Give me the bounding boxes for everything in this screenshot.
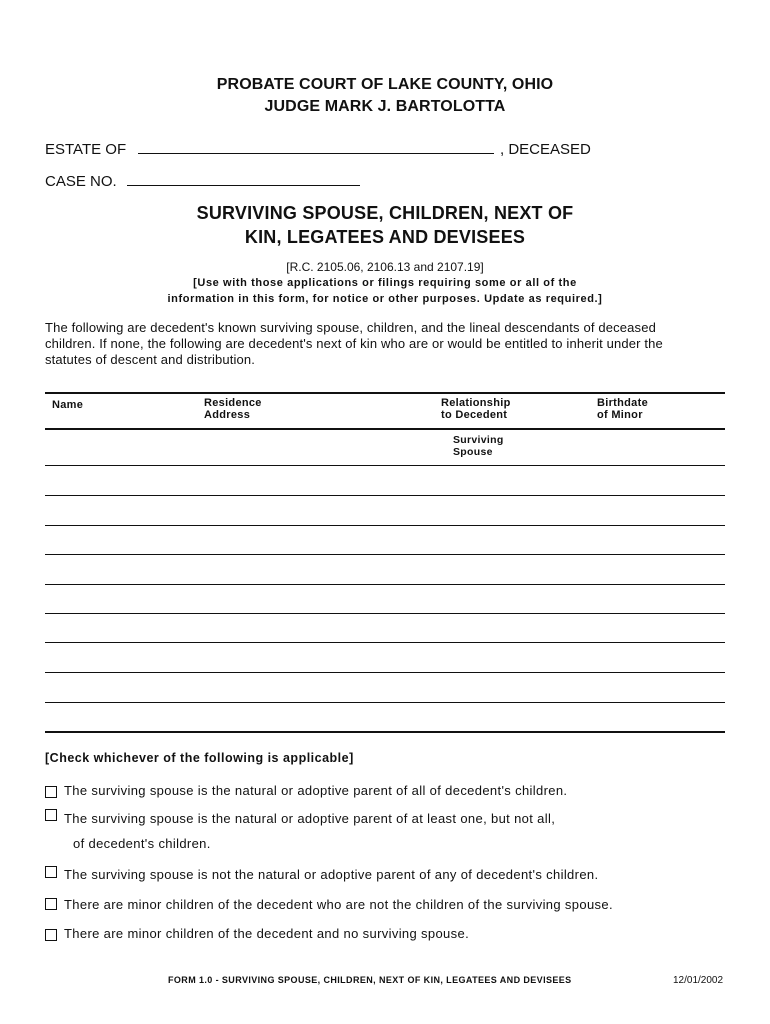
checkbox-no-children[interactable]: [45, 866, 57, 878]
row1-relationship-line2: Spouse: [453, 446, 493, 458]
check-label-no-children: The surviving spouse is not the natural or adoptive parent of any of decedent's children.: [64, 867, 599, 882]
footer-revision-date: 12/01/2002: [673, 975, 724, 986]
intro-paragraph: [45, 320, 730, 368]
check-label-some-children: The surviving spouse is the natural or adoptive parent of at least one, but not all,: [64, 811, 556, 826]
intro-line: children. If none, the following are decedent's next of kin who are or would be entitled to inherit under the: [45, 336, 663, 351]
case-number-field[interactable]: [127, 185, 360, 186]
col-header-relationship-line2: to Decedent: [441, 409, 508, 421]
col-header-residence-line1: Residence: [204, 397, 262, 409]
judge-name: JUDGE MARK J. BARTOLOTTA: [264, 98, 506, 115]
checkbox-minor-not-spouse[interactable]: [45, 898, 57, 910]
usage-note-line2: information in this form, for notice or other purposes. Update as required.]: [167, 293, 603, 305]
footer-form-label: FORM 1.0 - SURVIVING SPOUSE, CHILDREN, NEXT OF KIN, LEGATEES AND DEVISEES: [168, 975, 572, 985]
col-header-relationship-line1: Relationship: [441, 397, 511, 409]
intro-line: The following are decedent's known surviving spouse, children, and the lineal descendants of deceased: [45, 320, 656, 335]
col-header-birthdate: [597, 397, 648, 421]
col-header-residence-line2: Address: [204, 409, 251, 421]
table-row[interactable]: [45, 465, 725, 466]
row1-relationship: [453, 434, 504, 458]
check-label-minor-not-spouse: There are minor children of the decedent who are not the children of the surviving spouse.: [64, 897, 613, 912]
table-bottom-rule: [45, 731, 725, 733]
usage-note-line1: [Use with those applications or filings requiring some or all of the: [193, 277, 577, 289]
estate-of-label: ESTATE OF: [45, 141, 127, 158]
case-no-label: CASE NO.: [45, 173, 117, 190]
row1-relationship-line1: Surviving: [453, 434, 504, 446]
form-title-line2: KIN, LEGATEES AND DEVISEES: [244, 227, 526, 247]
form-title-line1: SURVIVING SPOUSE, CHILDREN, NEXT OF: [196, 203, 574, 223]
check-label-some-children-cont: of decedent's children.: [73, 836, 211, 851]
checkbox-minor-no-spouse[interactable]: [45, 929, 57, 941]
table-row[interactable]: [45, 584, 725, 585]
col-header-residence: [204, 397, 262, 421]
table-header-rule: [45, 428, 725, 430]
col-header-birthdate-line1: Birthdate: [597, 397, 648, 409]
col-header-relationship: [441, 397, 511, 421]
table-row[interactable]: [45, 702, 725, 703]
check-label-minor-no-spouse: There are minor children of the decedent and no surviving spouse.: [64, 926, 470, 941]
checkbox-all-children[interactable]: [45, 786, 57, 798]
check-label-all-children: The surviving spouse is the natural or adoptive parent of all of decedent's children.: [64, 783, 568, 798]
estate-name-field[interactable]: [138, 153, 494, 154]
table-row[interactable]: [45, 672, 725, 673]
table-row[interactable]: [45, 495, 725, 496]
table-row[interactable]: [45, 642, 725, 643]
col-header-name: Name: [52, 399, 84, 411]
statute-citation: [R.C. 2105.06, 2106.13 and 2107.19]: [286, 260, 484, 274]
court-name: PROBATE COURT OF LAKE COUNTY, OHIO: [216, 76, 554, 93]
deceased-label: , DECEASED: [500, 141, 591, 158]
table-top-rule: [45, 392, 725, 394]
table-row[interactable]: [45, 554, 725, 555]
intro-line: statutes of descent and distribution.: [45, 352, 256, 367]
checks-heading: [Check whichever of the following is applicable]: [45, 751, 354, 765]
col-header-birthdate-line2: of Minor: [597, 409, 643, 421]
table-row[interactable]: [45, 525, 725, 526]
table-row[interactable]: [45, 613, 725, 614]
checkbox-some-children[interactable]: [45, 809, 57, 821]
